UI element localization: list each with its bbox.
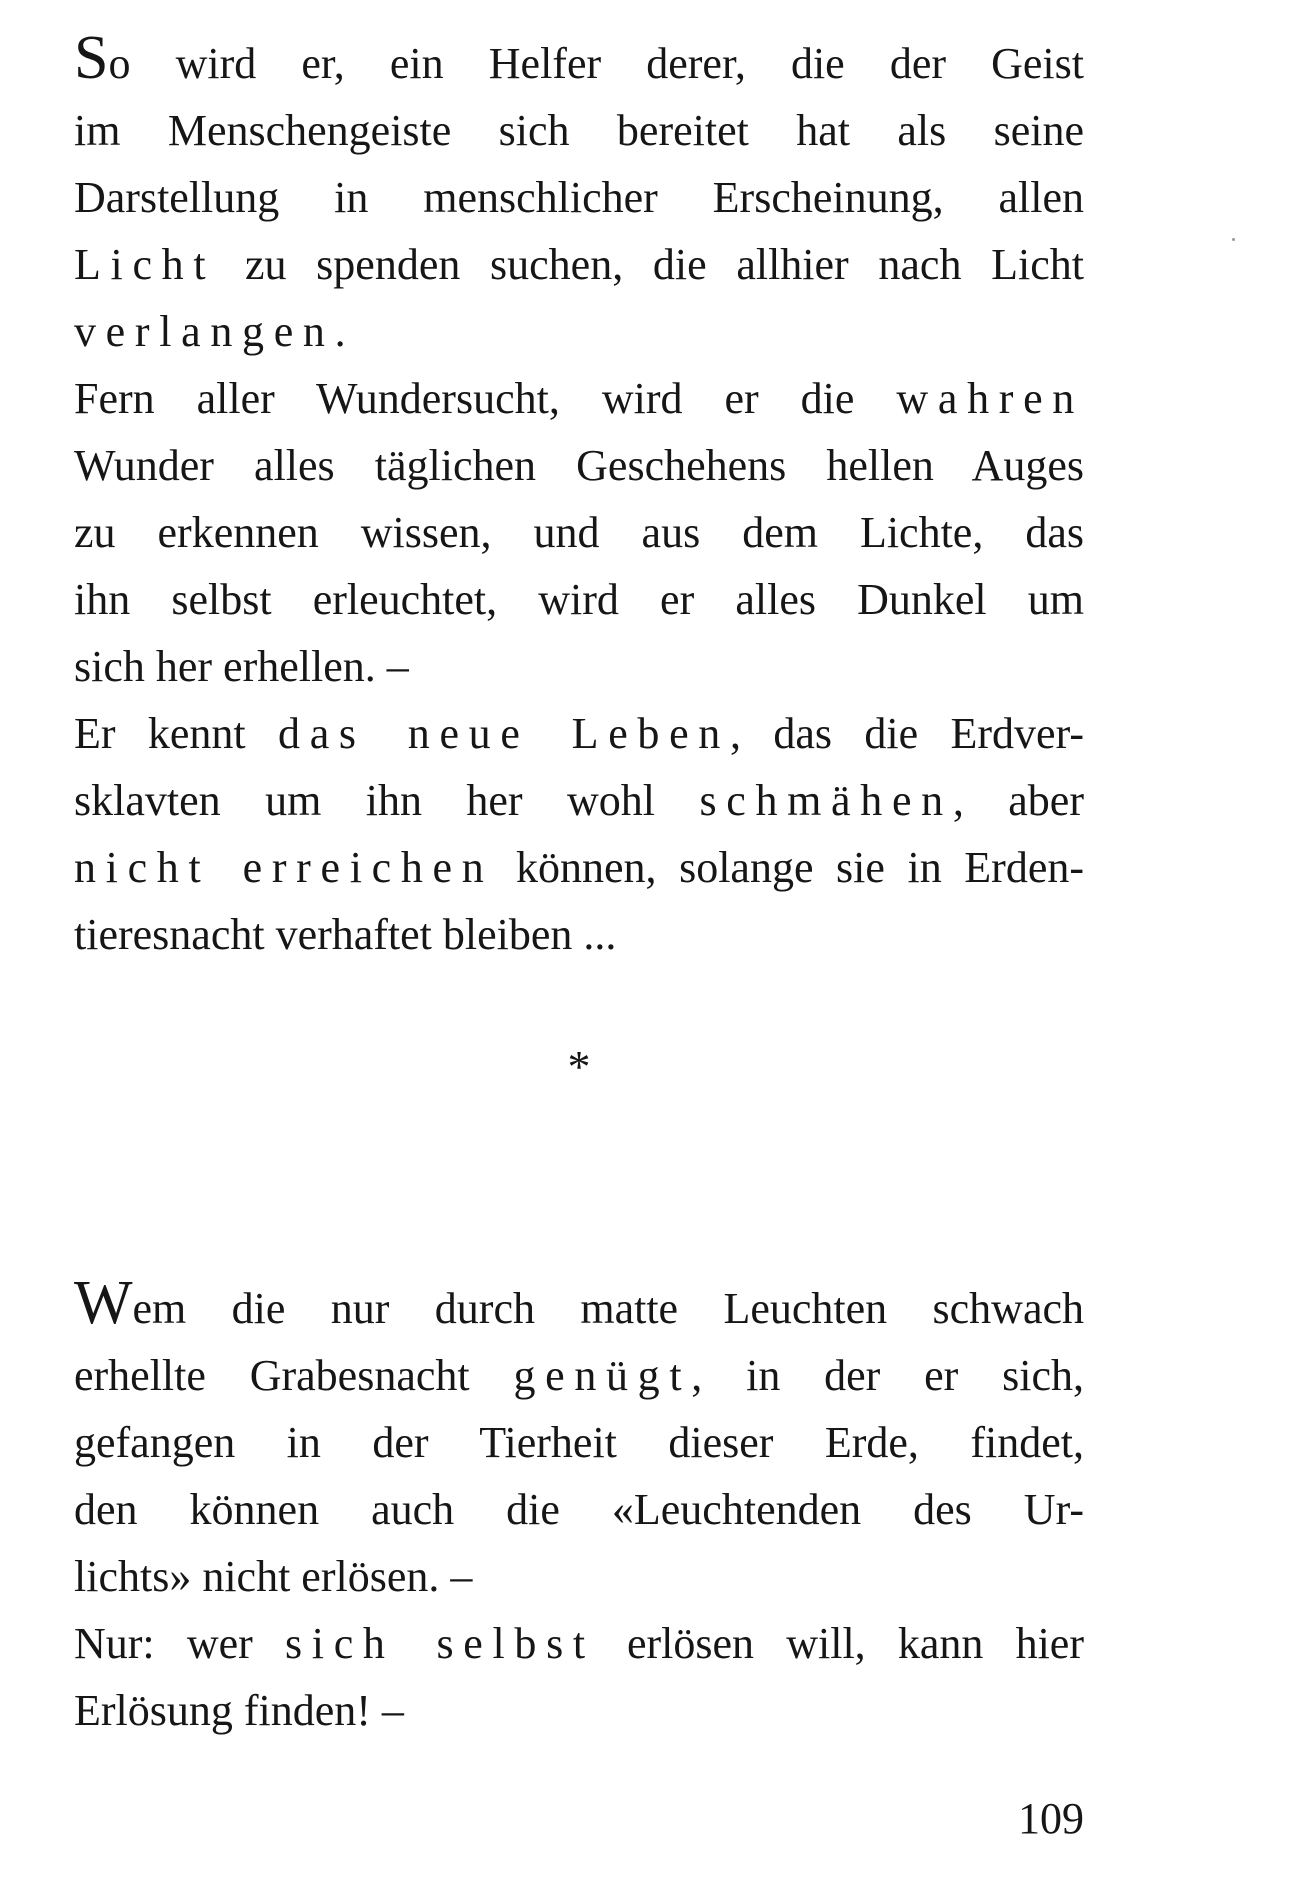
spaced-emphasis: Licht bbox=[74, 240, 216, 289]
text-line: tieresnacht verhaftet bleiben ... bbox=[74, 910, 617, 959]
text-line: sklavten um ihn her wohl schmähen, aber bbox=[74, 776, 1084, 825]
text-line: Nur: wer sich selbst erlösen will, kann hier bbox=[74, 1619, 1084, 1668]
text-line: im Menschengeiste sich bereitet hat als seine bbox=[74, 106, 1084, 155]
paragraph-block-1 bbox=[74, 24, 1085, 968]
text-line: sich her erhellen. – bbox=[74, 642, 409, 691]
text-line: ihn selbst erleuchtet, wird er alles Dunkel um bbox=[74, 575, 1084, 624]
text-line: Fern aller Wundersucht, wird er die wahren bbox=[74, 374, 1084, 423]
text-line: So wird er, ein Helfer derer, die der Geist bbox=[74, 24, 1084, 92]
section-separator: * bbox=[567, 1041, 591, 1092]
paper-speck bbox=[1232, 238, 1235, 241]
text-line: Wem die nur durch matte Leuchten schwach bbox=[74, 1269, 1084, 1337]
text-line: zu erkennen wissen, und aus dem Lichte, das bbox=[74, 508, 1084, 557]
text-line: Darstellung in menschlicher Erscheinung, allen bbox=[74, 173, 1084, 222]
drop-cap: S bbox=[74, 24, 109, 92]
text-line: nicht erreichen können, solange sie in Erden- bbox=[74, 843, 1085, 892]
spaced-emphasis: sich selbst bbox=[285, 1619, 595, 1668]
text-line: Erlösung finden! – bbox=[74, 1686, 404, 1735]
book-page bbox=[74, 24, 1085, 1843]
text-line: Er kennt das neue Leben, das die Erdver- bbox=[74, 709, 1084, 758]
text-line: den können auch die «Leuchtenden des Ur- bbox=[74, 1485, 1084, 1534]
text-line: erhellte Grabesnacht genügt, in der er sich, bbox=[74, 1351, 1084, 1400]
text-line: Wunder alles täglichen Geschehens hellen Auges bbox=[74, 441, 1084, 490]
spaced-emphasis: nicht erreichen bbox=[74, 843, 494, 892]
spaced-emphasis: schmähen bbox=[699, 776, 953, 825]
paragraph-block-2 bbox=[74, 1269, 1084, 1744]
drop-cap: W bbox=[74, 1269, 133, 1337]
spaced-emphasis: genügt bbox=[513, 1351, 692, 1400]
spaced-emphasis: wahren bbox=[896, 374, 1084, 423]
text-line: gefangen in der Tierheit dieser Erde, findet, bbox=[74, 1418, 1084, 1467]
text-line: verlangen. bbox=[74, 307, 356, 356]
text-line: lichts» nicht erlösen. – bbox=[74, 1552, 473, 1601]
spaced-emphasis: das neue Leben bbox=[278, 709, 730, 758]
page-number: 109 bbox=[1018, 1794, 1084, 1843]
text-line: Licht zu spenden suchen, die allhier nach Licht bbox=[74, 240, 1084, 289]
